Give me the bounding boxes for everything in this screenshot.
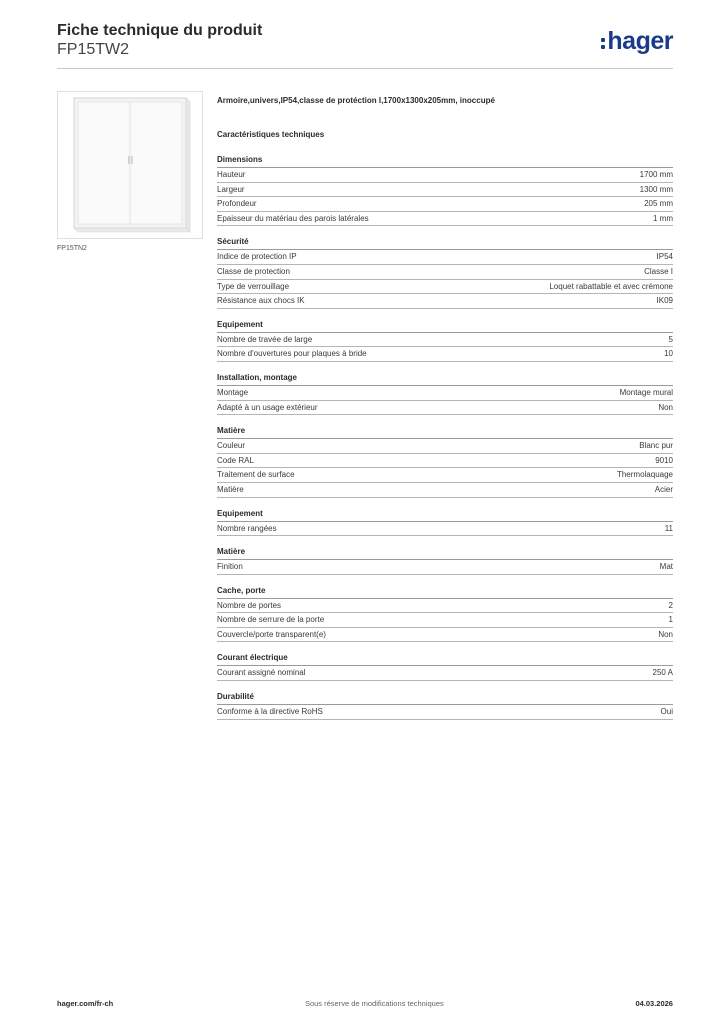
section-title: Matière bbox=[217, 426, 673, 439]
spec-row bbox=[217, 439, 673, 454]
tech-characteristics-title: Caractéristiques techniques bbox=[217, 130, 325, 139]
spec-value: Non bbox=[658, 402, 673, 412]
spec-row bbox=[217, 386, 673, 401]
page-title: Fiche technique du produit bbox=[57, 22, 263, 39]
spec-row bbox=[217, 280, 673, 295]
spec-sections bbox=[217, 155, 673, 720]
spec-row bbox=[217, 613, 673, 628]
spec-row bbox=[217, 483, 673, 498]
spec-section bbox=[217, 692, 673, 720]
spec-row bbox=[217, 333, 673, 348]
spec-row bbox=[217, 347, 673, 362]
product-image bbox=[57, 91, 203, 239]
spec-value: Montage mural bbox=[619, 387, 673, 397]
spec-value: 9010 bbox=[655, 455, 673, 465]
spec-value: Classe I bbox=[644, 266, 673, 276]
spec-label: Matière bbox=[217, 484, 244, 494]
spec-value: 205 mm bbox=[644, 199, 673, 209]
spec-content bbox=[217, 96, 673, 720]
spec-value: Loquet rabattable et avec crémone bbox=[549, 281, 673, 291]
spec-section bbox=[217, 426, 673, 497]
spec-label: Finition bbox=[217, 562, 243, 572]
page-footer bbox=[57, 999, 673, 1008]
spec-value: 1 mm bbox=[653, 213, 673, 223]
spec-row bbox=[217, 212, 673, 227]
spec-value: IK09 bbox=[656, 296, 673, 306]
spec-section bbox=[217, 320, 673, 362]
spec-label: Montage bbox=[217, 387, 249, 397]
logo-dots-icon bbox=[601, 38, 605, 49]
spec-value: 10 bbox=[664, 349, 673, 359]
product-description: Armoire,univers,IP54,classe de protéction I,1700x1300x205mm, inoccupé bbox=[217, 96, 495, 105]
section-title: Matière bbox=[217, 547, 673, 560]
spec-label: Nombre de portes bbox=[217, 600, 282, 610]
section-title: Equipement bbox=[217, 509, 673, 522]
header-divider bbox=[57, 68, 673, 69]
spec-label: Courant assigné nominal bbox=[217, 668, 306, 678]
spec-row bbox=[217, 666, 673, 681]
spec-section bbox=[217, 373, 673, 415]
spec-label: Hauteur bbox=[217, 170, 246, 179]
spec-value: 250 A bbox=[652, 668, 673, 678]
spec-value: IP54 bbox=[656, 252, 673, 262]
spec-section bbox=[217, 509, 673, 537]
spec-label: Epaisseur du matériau des parois latérales bbox=[217, 213, 369, 223]
footer-date: 04.03.2026 bbox=[635, 999, 673, 1008]
spec-value: 1 bbox=[668, 615, 673, 625]
footer-disclaimer: Sous réserve de modifications techniques bbox=[304, 999, 444, 1008]
spec-label: Nombre d'ouvertures pour plaques à bride bbox=[217, 349, 367, 359]
spec-row bbox=[217, 265, 673, 280]
spec-row bbox=[217, 294, 673, 309]
spec-label: Adapté à un usage extérieur bbox=[217, 402, 318, 412]
spec-value: 1700 mm bbox=[639, 170, 673, 179]
spec-row bbox=[217, 468, 673, 483]
spec-section bbox=[217, 586, 673, 643]
spec-label: Nombre de travée de large bbox=[217, 334, 313, 344]
spec-value: Mat bbox=[659, 562, 673, 572]
spec-label: Nombre rangées bbox=[217, 523, 277, 533]
spec-label: Largeur bbox=[217, 184, 245, 194]
section-title: Courant électrique bbox=[217, 653, 673, 666]
spec-label: Code RAL bbox=[217, 455, 254, 465]
spec-label: Couvercle/porte transparent(e) bbox=[217, 629, 326, 639]
spec-row bbox=[217, 705, 673, 720]
spec-label: Type de verrouillage bbox=[217, 281, 290, 291]
spec-row bbox=[217, 168, 673, 183]
section-title: Sécurité bbox=[217, 237, 673, 250]
spec-value: 2 bbox=[668, 600, 673, 610]
spec-label: Conforme à la directive RoHS bbox=[217, 707, 323, 717]
cabinet-image bbox=[58, 92, 202, 238]
spec-value: Acier bbox=[654, 484, 673, 494]
logo-text: hager bbox=[607, 27, 673, 55]
spec-label: Couleur bbox=[217, 441, 246, 451]
spec-section bbox=[217, 237, 673, 308]
spec-row bbox=[217, 401, 673, 416]
spec-row bbox=[217, 454, 673, 469]
spec-row bbox=[217, 560, 673, 575]
section-title: Equipement bbox=[217, 320, 673, 333]
spec-value: Non bbox=[658, 629, 673, 639]
section-title: Dimensions bbox=[217, 155, 673, 168]
spec-label: Traitement de surface bbox=[217, 470, 295, 480]
spec-value: Thermolaquage bbox=[616, 470, 673, 480]
spec-row bbox=[217, 599, 673, 614]
spec-row bbox=[217, 183, 673, 198]
spec-label: Profondeur bbox=[217, 199, 257, 209]
spec-section bbox=[217, 653, 673, 681]
spec-section bbox=[217, 155, 673, 226]
spec-row bbox=[217, 522, 673, 537]
spec-value: 5 bbox=[668, 334, 673, 344]
product-code: FP15TW2 bbox=[57, 41, 130, 58]
image-caption: FP15TN2 bbox=[57, 245, 87, 252]
spec-value: Blanc pur bbox=[639, 441, 673, 451]
section-title: Installation, montage bbox=[217, 373, 673, 386]
spec-label: Résistance aux chocs IK bbox=[217, 296, 305, 306]
spec-label: Classe de protection bbox=[217, 266, 290, 276]
spec-row bbox=[217, 250, 673, 265]
spec-label: Nombre de serrure de la porte bbox=[217, 615, 325, 625]
section-title: Cache, porte bbox=[217, 586, 673, 599]
footer-website: hager.com/fr-ch bbox=[57, 999, 114, 1008]
spec-label: Indice de protection IP bbox=[217, 252, 297, 262]
spec-row bbox=[217, 628, 673, 643]
section-title: Durabilité bbox=[217, 692, 673, 705]
hager-logo bbox=[601, 28, 673, 54]
page-header bbox=[57, 22, 673, 70]
spec-value: 11 bbox=[664, 523, 673, 533]
spec-row bbox=[217, 197, 673, 212]
spec-section bbox=[217, 547, 673, 575]
spec-value: 1300 mm bbox=[639, 184, 673, 194]
spec-value: Oui bbox=[660, 707, 673, 717]
